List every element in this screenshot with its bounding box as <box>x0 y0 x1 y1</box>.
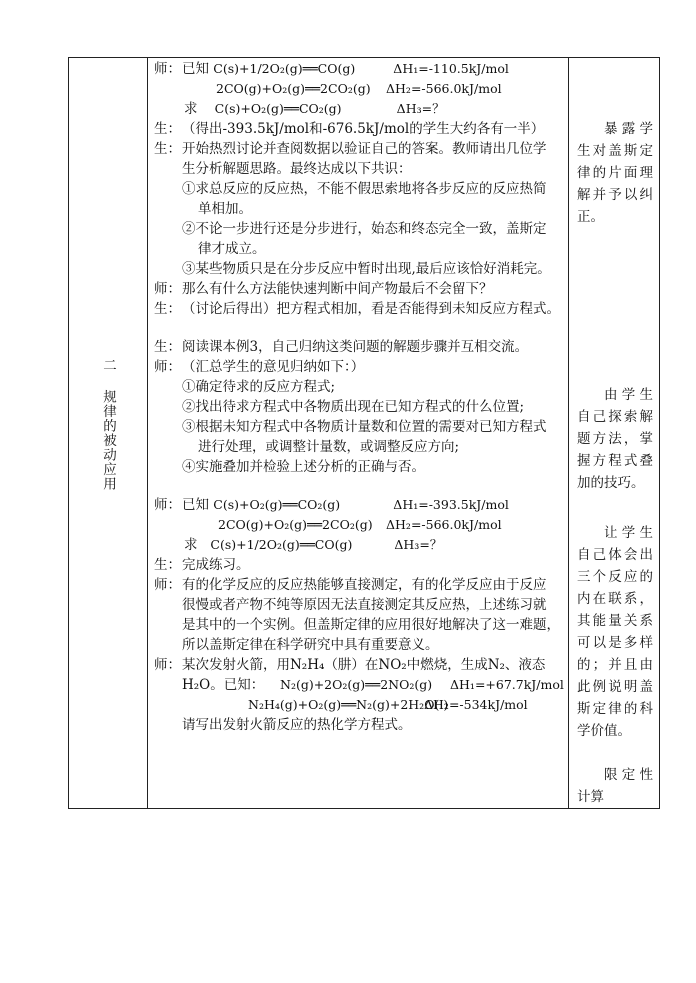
step-item: ②找出待求方程式中各物质出现在已知方程式的什么位置; <box>182 399 525 415</box>
ex1-eq2: 2CO(g)+O₂(g)══2CO₂(g) <box>216 81 371 96</box>
dialog-text: 生分析解题思路。最终达成以下共识： <box>182 161 412 177</box>
ex2-ask: 求 <box>184 537 198 553</box>
consensus-item: ③某些物质只是在分步反应中暂时出现,最后应该恰好消耗完。 <box>182 261 551 277</box>
speaker-teacher: 师： <box>154 497 181 513</box>
speaker-student: 生： <box>154 121 181 137</box>
speaker-teacher: 师： <box>154 577 181 593</box>
dialog-text: 某次发射火箭，用N₂H₄（肼）在NO₂中燃烧，生成N₂、液态 <box>182 657 546 673</box>
dialog-text: 阅读课本例3，自己归纳这类问题的解题步骤并互相交流。 <box>182 339 529 355</box>
speaker-teacher: 师： <box>154 657 181 673</box>
teaching-process-cell <box>148 58 569 809</box>
ex2-eq3: C(s)+1/2O₂(g)══CO(g) <box>210 537 353 552</box>
ex2-line3 <box>154 535 564 555</box>
dialog-student <box>154 299 564 319</box>
speaker-student: 生： <box>154 557 181 573</box>
ex2-dh2: ΔH₂=-566.0kJ/mol <box>386 517 502 532</box>
rocket-eq-line2 <box>154 695 564 715</box>
speaker-teacher: 师： <box>154 61 181 77</box>
step-item: ④实施叠加并检验上述分析的正确与否。 <box>182 459 425 475</box>
intent-3: 让学生自己体会出三个反应的内在联系，其能量关系可以是多样的；并且由此例说明盖斯定律的科学价值。 <box>577 525 653 739</box>
table-row <box>69 58 660 809</box>
dialog-student <box>154 119 564 139</box>
dialog-student <box>154 337 564 357</box>
ex2-dh3: ΔH₃=？ <box>394 537 443 552</box>
intent-4: 限定性计算 <box>577 767 653 805</box>
ex1-dh2: ΔH₂=-566.0kJ/mol <box>386 81 502 96</box>
step-item: 进行处理，或调整计量数，或调整反应方向; <box>198 439 460 455</box>
speaker-student: 生： <box>154 339 181 355</box>
dialog-text: （讨论后得出）把方程式相加，看是否能得到未知反应方程式。 <box>182 301 560 317</box>
consensus-item: ①求总反应的反应热，不能不假思索地将各步反应的反应热简 <box>182 181 547 197</box>
intent-1: 暴露学生对盖斯定律的片面理解并予以纠正。 <box>577 121 653 225</box>
ex2-eq1: C(s)+O₂(g)══CO₂(g) <box>213 497 341 512</box>
step-item: ③根据未知方程式中各物质计量数和位置的需要对已知方程式 <box>182 419 547 435</box>
ex1-intro: 已知 <box>182 61 209 77</box>
rocket-dh2: ΔH₂=-534kJ/mol <box>424 697 528 712</box>
ex1-eq3: C(s)+O₂(g)══CO₂(g) <box>214 101 342 116</box>
speaker-student: 生： <box>154 141 181 157</box>
design-intent-cell <box>569 58 660 809</box>
dialog-text: 请写出发射火箭反应的热化学方程式。 <box>182 717 412 733</box>
dialog-text: 所以盖斯定律在科学研究中具有重要意义。 <box>182 637 439 653</box>
consensus-item: 单相加。 <box>198 201 252 217</box>
rocket-eq1: N₂(g)+2O₂(g)══2NO₂(g) <box>280 677 433 692</box>
dialog-text: 有的化学反应的反应热能够直接测定，有的化学反应由于反应 <box>182 577 547 593</box>
consensus-item: 律才成立。 <box>198 241 266 257</box>
speaker-teacher: 师： <box>154 359 181 375</box>
dialog-text: 很慢或者产物不纯等原因无法直接测定其反应热，上述练习就 <box>182 597 547 613</box>
ex1-dh3: ΔH₃=？ <box>396 101 445 116</box>
ex2-line2 <box>154 515 564 535</box>
step-item: ①确定待求的反应方程式; <box>182 379 336 395</box>
ex1-line3 <box>154 99 564 119</box>
dialog-text: 开始热烈讨论并查阅数据以验证自己的答案。教师请出几位学 <box>182 141 547 157</box>
dialog-text: 那么有什么方法能快速判断中间产物最后不会留下？ <box>182 281 493 297</box>
stage-cell <box>69 58 148 809</box>
rocket-eq2: N₂H₄(g)+O₂(g)══N₂(g)+2H₂O(l) <box>248 697 449 712</box>
rocket-dh1: ΔH₁=+67.7kJ/mol <box>450 677 564 692</box>
ex1-line1 <box>154 59 564 79</box>
ex2-eq2: 2CO(g)+O₂(g)══2CO₂(g) <box>218 517 373 532</box>
rocket-eq-line1 <box>154 675 564 695</box>
dialog-teacher <box>154 279 564 299</box>
ex2-intro: 已知 <box>182 497 209 513</box>
dialog-teacher <box>154 357 564 377</box>
ex1-dh1: ΔH₁=-110.5kJ/mol <box>393 61 509 76</box>
dialog-text: 是其中的一个实例。但盖斯定律的应用很好地解决了这一难题， <box>182 617 560 633</box>
dialog-teacher <box>154 575 564 595</box>
ex2-line1 <box>154 495 564 515</box>
lesson-plan-table <box>68 57 660 809</box>
speaker-teacher: 师： <box>154 281 181 297</box>
intent-2: 由学生自己探索解题方法，掌握方程式叠加的技巧。 <box>577 387 653 491</box>
dialog-student <box>154 555 564 575</box>
dialog-text: 完成练习。 <box>182 557 250 573</box>
ex2-dh1: ΔH₁=-393.5kJ/mol <box>393 497 509 512</box>
consensus-item: ②不论一步进行还是分步进行，始态和终态完全一致，盖斯定 <box>182 221 547 237</box>
dialog-text: H₂O。已知： <box>182 677 265 693</box>
ex1-eq1: C(s)+1/2O₂(g)══CO(g) <box>213 61 356 76</box>
dialog-teacher <box>154 655 564 675</box>
speaker-student: 生： <box>154 301 181 317</box>
ex1-ask: 求 <box>184 101 198 117</box>
dialog-student <box>154 139 564 159</box>
dialog-text: （汇总学生的意见归纳如下：） <box>182 359 365 375</box>
ex1-line2 <box>154 79 564 99</box>
stage-label: 二 规律的被动应用 <box>100 358 116 491</box>
dialog-text: （得出-393.5kJ/mol和-676.5kJ/mol的学生大约各有一半） <box>182 121 545 137</box>
